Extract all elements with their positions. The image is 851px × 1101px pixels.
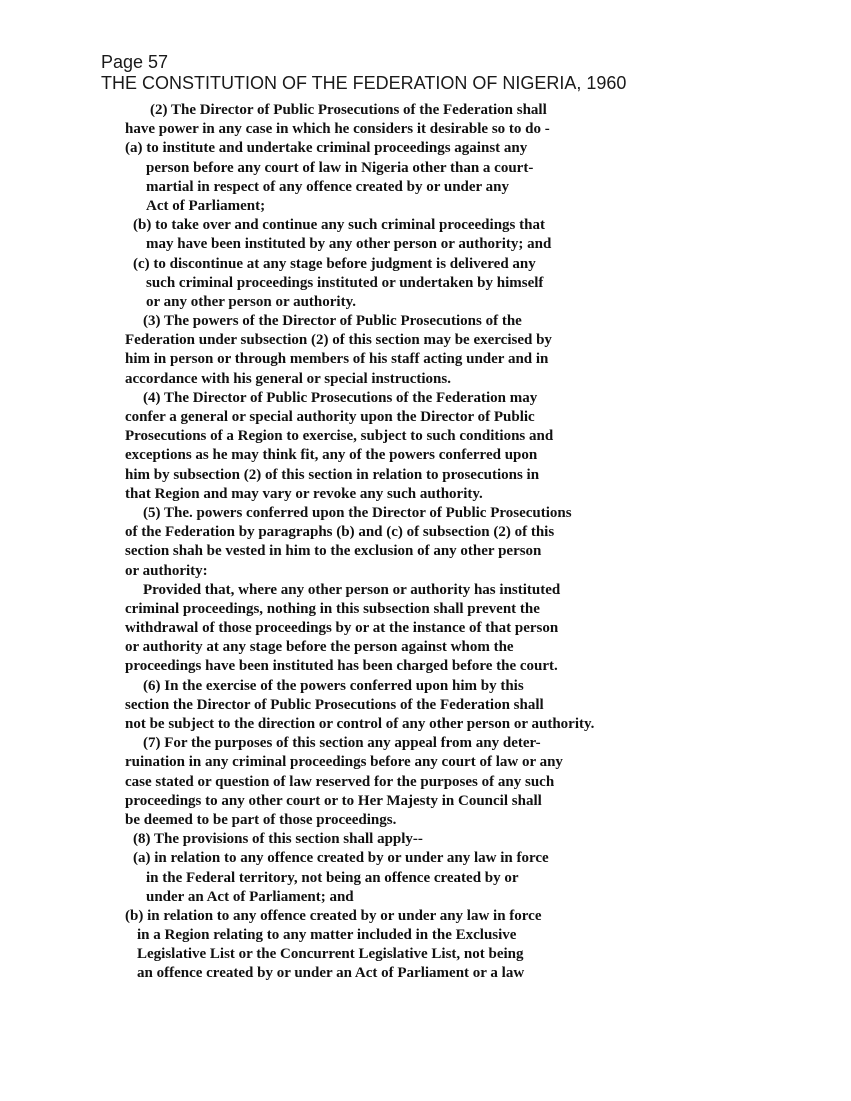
text-line: in the Federal territory, not being an offence created by or	[146, 869, 519, 886]
text-line: him by subsection (2) of this section in relation to prosecutions in	[125, 466, 540, 483]
text-line: an offence created by or under an Act of Parliament or a law	[137, 965, 525, 982]
text-line: case stated or question of law reserved for the purposes of any such	[125, 773, 555, 790]
text-line: under an Act of Parliament; and	[146, 888, 354, 905]
text-line: Legislative List or the Concurrent Legislative List, not being	[137, 946, 524, 963]
text-line: may have been instituted by any other person or authority; and	[146, 236, 552, 253]
text-line: (b) to take over and continue any such criminal proceedings that	[133, 217, 545, 234]
document-body	[0, 101, 851, 984]
text-line: or authority:	[125, 562, 208, 579]
text-line: that Region and may vary or revoke any such authority.	[125, 485, 483, 502]
text-line: proceedings have been instituted has been charged before the court.	[125, 658, 558, 675]
text-line: of the Federation by paragraphs (b) and (c) of subsection (2) of this	[125, 524, 555, 541]
text-line: (c) to discontinue at any stage before judgment is delivered any	[133, 255, 536, 272]
text-line: section the Director of Public Prosecutions of the Federation shall	[125, 696, 544, 713]
text-line: or authority at any stage before the person against whom the	[125, 639, 514, 656]
text-line: ruination in any criminal proceedings before any court of law or any	[125, 754, 563, 771]
page-number: Page 57	[101, 52, 169, 72]
text-line: Act of Parliament;	[146, 197, 266, 214]
text-line: martial in respect of any offence created by or under any	[146, 178, 510, 195]
text-line: proceedings to any other court or to Her Majesty in Council shall	[125, 792, 542, 809]
text-line: withdrawal of those proceedings by or at the instance of that person	[125, 620, 559, 637]
text-line: (5) The. powers conferred upon the Director of Public Prosecutions	[143, 504, 572, 521]
text-line: be deemed to be part of those proceedings.	[125, 811, 397, 828]
text-line: or any other person or authority.	[146, 293, 357, 310]
text-line: Federation under subsection (2) of this section may be exercised by	[125, 332, 552, 349]
text-line: exceptions as he may think fit, any of the powers conferred upon	[125, 447, 538, 464]
text-line: (3) The powers of the Director of Public Prosecutions of the	[143, 313, 522, 330]
text-line: criminal proceedings, nothing in this subsection shall prevent the	[125, 600, 540, 617]
text-line: (a) in relation to any offence created by or under any law in force	[133, 850, 549, 867]
text-line: not be subject to the direction or control of any other person or authority.	[125, 716, 595, 732]
document-title: THE CONSTITUTION OF THE FEDERATION OF NIGERIA, 1960	[101, 73, 627, 93]
text-line: him in person or through members of his staff acting under and in	[125, 351, 549, 368]
text-line: (b) in relation to any offence created by or under any law in force	[125, 907, 542, 924]
text-line: such criminal proceedings instituted or undertaken by himself	[146, 274, 544, 291]
text-line: (6) In the exercise of the powers conferred upon him by this	[143, 677, 524, 694]
text-line: Prosecutions of a Region to exercise, subject to such conditions and	[125, 428, 554, 445]
page-header	[101, 52, 626, 94]
text-line: (a) to institute and undertake criminal proceedings against any	[125, 140, 528, 157]
text-line: in a Region relating to any matter included in the Exclusive	[137, 927, 517, 944]
text-line: (7) For the purposes of this section any appeal from any deter-	[143, 735, 541, 752]
text-line: have power in any case in which he considers it desirable so to do -	[125, 121, 550, 138]
text-line: (8) The provisions of this section shall apply--	[133, 831, 423, 848]
text-line: Provided that, where any other person or authority has instituted	[143, 581, 561, 598]
text-line: accordance with his general or special instructions.	[125, 370, 451, 387]
text-line: section shah be vested in him to the exclusion of any other person	[125, 543, 542, 560]
text-line: (2) The Director of Public Prosecutions of the Federation shall	[150, 102, 547, 118]
text-line: confer a general or special authority upon the Director of Public	[125, 409, 535, 425]
text-line: person before any court of law in Nigeria other than a court-	[146, 159, 534, 176]
text-line: (4) The Director of Public Prosecutions of the Federation may	[143, 389, 538, 406]
